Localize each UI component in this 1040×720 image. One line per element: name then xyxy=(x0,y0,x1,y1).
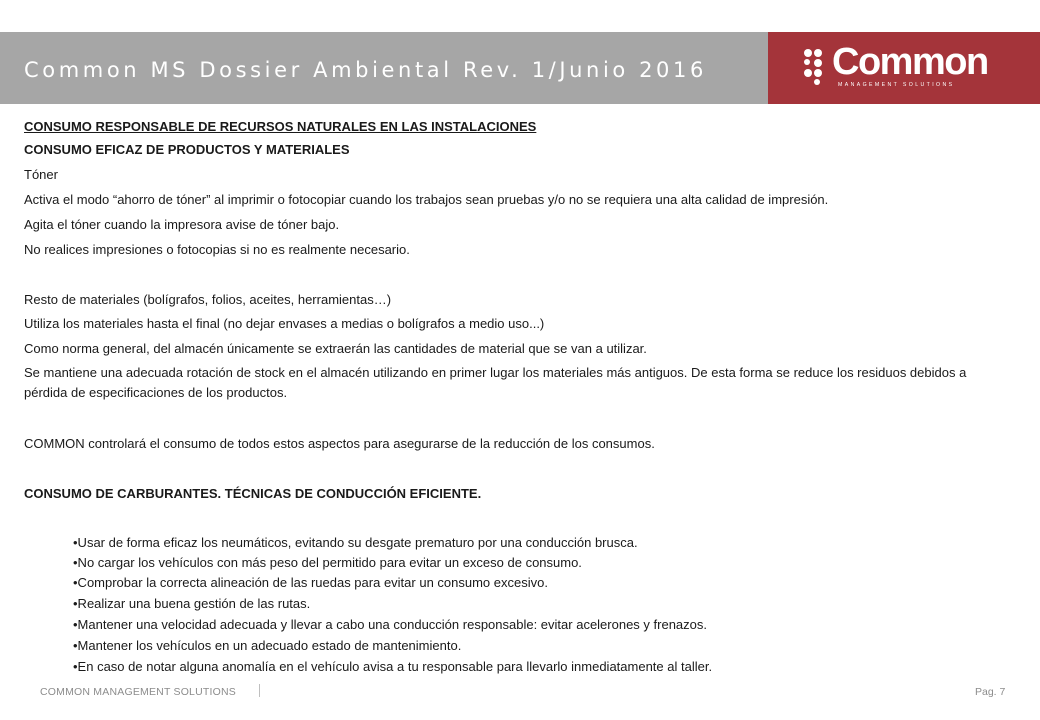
logo-wordmark: Common xyxy=(832,41,988,83)
page-number: Pag. 7 xyxy=(975,686,1006,698)
materials-paragraph: Se mantiene una adecuada rotación de stock en el almacén utilizando en primer lugar los materiales más antiguos. De esta forma se reduce los residuos debidos a pérdida de especificaciones de los productos. xyxy=(24,365,967,400)
section-heading: CONSUMO EFICAZ DE PRODUCTOS Y MATERIALES xyxy=(24,142,350,157)
list-item: •Comprobar la correcta alineación de las ruedas para evitar un consumo excesivo. xyxy=(73,575,548,590)
company-logo xyxy=(768,32,1040,104)
list-item: •Mantener los vehículos en un adecuado estado de mantenimiento. xyxy=(73,638,462,653)
toner-line: Activa el modo “ahorro de tóner” al imprimir o fotocopiar cuando los trabajos sean pruebas y/o no se requiera una alta calidad de impresión. xyxy=(24,192,829,207)
main-heading: CONSUMO RESPONSABLE DE RECURSOS NATURALES EN LAS INSTALACIONES xyxy=(24,119,537,134)
toner-line: Agita el tóner cuando la impresora avise de tóner bajo. xyxy=(24,217,340,232)
materials-line: Como norma general, del almacén únicamente se extraerán las cantidades de material que se van a utilizar. xyxy=(24,341,647,356)
footer-divider xyxy=(259,684,260,697)
toner-title: Tóner xyxy=(24,167,58,182)
list-item: •En caso de notar alguna anomalía en el vehículo avisa a tu responsable para llevarlo inmediatamente al taller. xyxy=(73,659,713,674)
materials-line: Utiliza los materiales hasta el final (no dejar envases a medias o bolígrafos a medio uso...) xyxy=(24,316,545,331)
footer-company: COMMON MANAGEMENT SOLUTIONS xyxy=(40,686,236,698)
logo-subtitle: MANAGEMENT SOLUTIONS xyxy=(838,82,955,88)
list-item: •Realizar una buena gestión de las rutas. xyxy=(73,596,311,611)
logo-dots-icon xyxy=(804,49,830,85)
materials-title: Resto de materiales (bolígrafos, folios, aceites, herramientas…) xyxy=(24,292,392,307)
list-item: •Usar de forma eficaz los neumáticos, evitando su desgate prematuro por una conducción brusca. xyxy=(73,535,638,550)
fuel-heading: CONSUMO DE CARBURANTES. TÉCNICAS DE CONDUCCIÓN EFICIENTE. xyxy=(24,486,482,501)
toner-line: No realices impresiones o fotocopias si no es realmente necesario. xyxy=(24,242,410,257)
list-item: •No cargar los vehículos con más peso del permitido para evitar un exceso de consumo. xyxy=(73,555,582,570)
document-title: Common MS Dossier Ambiental Rev. 1/Junio 2016 xyxy=(24,58,707,82)
list-item: •Mantener una velocidad adecuada y llevar a cabo una conducción responsable: evitar acelerones y frenazos. xyxy=(73,617,708,632)
control-line: COMMON controlará el consumo de todos estos aspectos para asegurarse de la reducción de los consumos. xyxy=(24,436,655,451)
